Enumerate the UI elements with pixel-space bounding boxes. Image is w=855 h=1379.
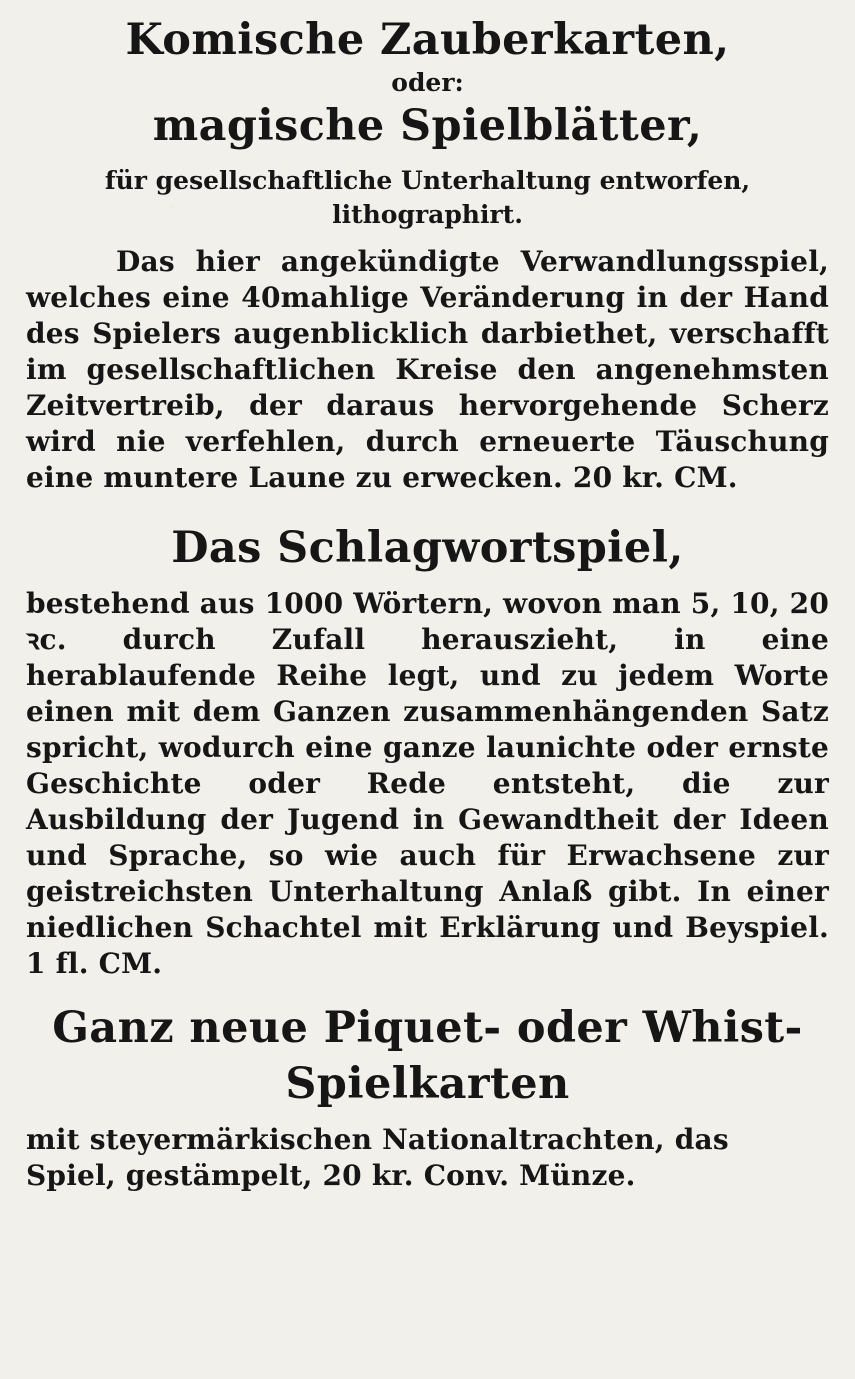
advertisement-2-body: bestehend aus 1000 Wörtern, wovon man 5, 10, 20 ꝛc. durch Zufall herauszieht, in eine herablaufende Reihe legt, und zu jedem Worte einen mit dem Ganzen zusammenhängenden Satz spricht, wodurch eine ganze launichte oder ernste Geschichte oder Rede entsteht, die zur Ausbildung der Jugend in Gewandtheit der Ideen und Sprache, so wie auch für Erwachsene zur geistreichsten Unterhaltung Anlaß gibt. In einer niedlichen Schachtel mit Erklärung und Beyspiel. 1 fl. CM.	[26, 587, 829, 980]
connector-oder: oder:	[391, 68, 464, 97]
title-piquet-whist-line-1: Ganz neue Piquet- oder Whist-	[52, 1003, 803, 1053]
advertisement-3-body-line-2: Spiel, gestämpelt, 20 kr. Conv. Münze.	[26, 1159, 636, 1192]
advertisement-1	[26, 12, 829, 496]
title-piquet-whist-line-2: Spielkarten	[285, 1059, 570, 1109]
subtitle-line-2: lithographirt.	[332, 200, 523, 229]
advertisement-3-body-line-1: mit steyermärkischen Nationaltrachten, das	[26, 1123, 729, 1156]
advertisement-1-body: Das hier angekündigte Verwandlungsspiel, welches eine 40mahlige Veränderung in der Hand des Spielers augenblicklich darbiethet, verschafft im gesellschaftlichen Kreise den angenehmsten Zeitvertreib, der daraus hervorgehende Scherz wird nie verfehlen, durch erneuerte Täuschung eine muntere Laune zu erwecken. 20 kr. CM.	[26, 245, 829, 494]
advertisement-3	[26, 1000, 829, 1194]
subtitle-line-1: für gesellschaftliche Unterhaltung entworfen,	[104, 166, 751, 195]
title-komische-zauberkarten: Komische Zauberkarten,	[125, 15, 730, 65]
advertisement-2	[26, 520, 829, 982]
subtitle-magische-spielblaetter: magische Spielblätter,	[152, 101, 703, 151]
title-schlagwortspiel: Das Schlagwortspiel,	[171, 523, 684, 573]
